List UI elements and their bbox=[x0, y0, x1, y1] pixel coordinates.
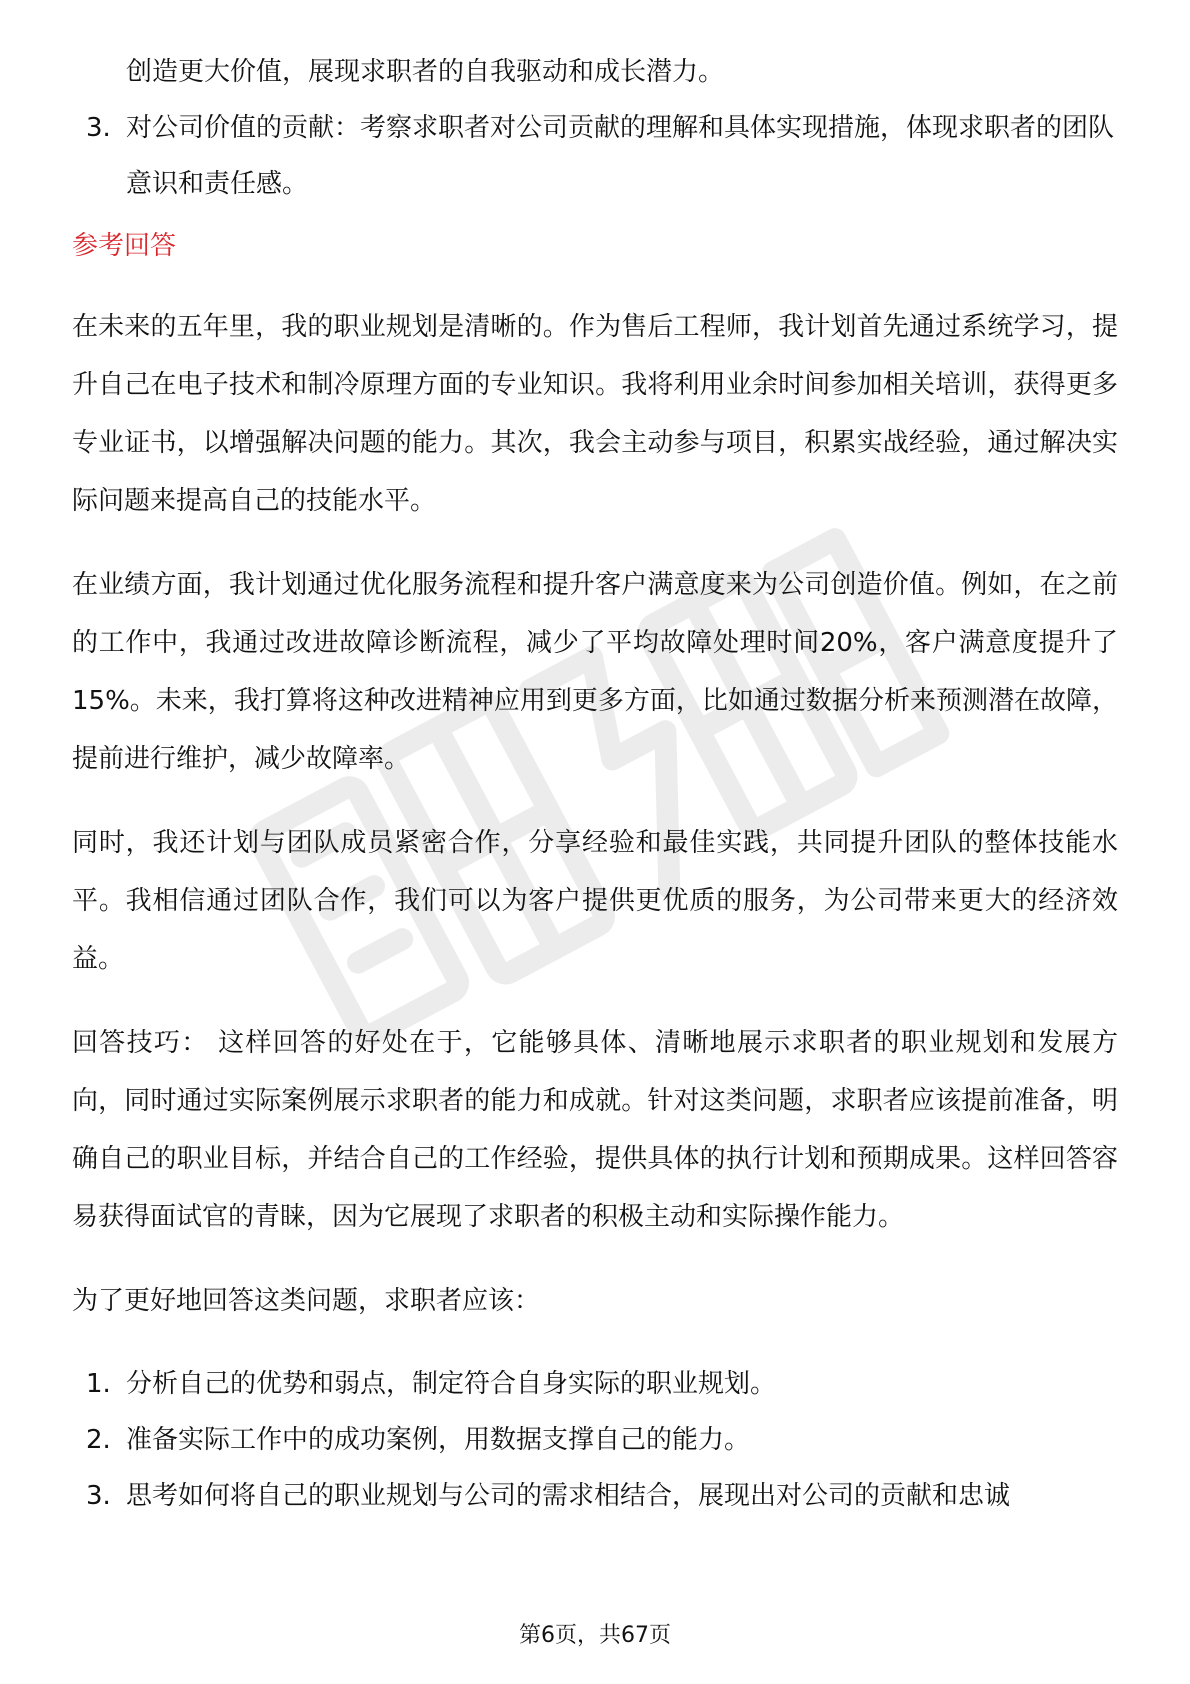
list-item-text: 分析自己的优势和弱点，制定符合自身实际的职业规划。 bbox=[126, 1369, 777, 1399]
list-item-text: 准备实际工作中的成功案例，用数据支撑自己的能力。 bbox=[126, 1425, 751, 1455]
list-item-text: 思考如何将自己的职业规划与公司的需求相结合，展现出对公司的贡献和忠诚 bbox=[126, 1481, 1011, 1511]
top-list bbox=[72, 100, 1118, 212]
tips-paragraph: 回答技巧： 这样回答的好处在于，它能够具体、清晰地展示求职者的职业规划和发展方向，同时通过实际案例展示求职者的能力和成就。针对这类问题，求职者应该提前准备，明确自己的职业目标，并结合自己的工作经验，提供具体的执行计划和预期成果。这样回答容易获得面试官的青睐，因为它展现了求职者的积极主动和实际操作能力。 bbox=[72, 1028, 1118, 1232]
section-title: 参考回答 bbox=[72, 231, 177, 261]
page-footer: 第6页，共67页 bbox=[519, 1623, 671, 1648]
list-item-text: 对公司价值的贡献：考察求职者对公司贡献的理解和具体实现措施，体现求职者的团队意识和责任感。 bbox=[126, 113, 1115, 199]
advice-list bbox=[72, 1356, 1118, 1524]
answer-paragraph-2: 在业绩方面，我计划通过优化服务流程和提升客户满意度来为公司创造价值。例如，在之前的工作中，我通过改进故障诊断流程，减少了平均故障处理时间20%，客户满意度提升了15%。未来，我打算将这种改进精神应用到更多方面，比如通过数据分析来预测潜在故障，提前进行维护，减少故障率。 bbox=[72, 570, 1118, 774]
list-number: 2. bbox=[86, 1425, 111, 1455]
answer-paragraph-1: 在未来的五年里，我的职业规划是清晰的。作为售后工程师，我计划首先通过系统学习，提升自己在电子技术和制冷原理方面的专业知识。我将利用业余时间参加相关培训，获得更多专业证书，以增强解决问题的能力。其次，我会主动参与项目，积累实战经验，通过解决实际问题来提高自己的技能水平。 bbox=[72, 312, 1118, 516]
page-content bbox=[72, 44, 1118, 1524]
list-item bbox=[72, 1412, 1118, 1468]
list-item-continuation bbox=[72, 44, 1118, 100]
list-item bbox=[72, 1468, 1118, 1524]
list-item bbox=[72, 1356, 1118, 1412]
answer-paragraph-3: 同时，我还计划与团队成员紧密合作，分享经验和最佳实践，共同提升团队的整体技能水平。我相信通过团队合作，我们可以为客户提供更优质的服务，为公司带来更大的经济效益。 bbox=[72, 828, 1118, 974]
list-number: 3. bbox=[86, 1481, 111, 1511]
list-item bbox=[72, 100, 1118, 212]
continuation-text: 创造更大价值，展现求职者的自我驱动和成长潜力。 bbox=[126, 57, 725, 87]
advice-intro: 为了更好地回答这类问题，求职者应该： bbox=[72, 1286, 541, 1316]
list-number: 3. bbox=[86, 113, 111, 143]
list-number: 1. bbox=[86, 1369, 111, 1399]
